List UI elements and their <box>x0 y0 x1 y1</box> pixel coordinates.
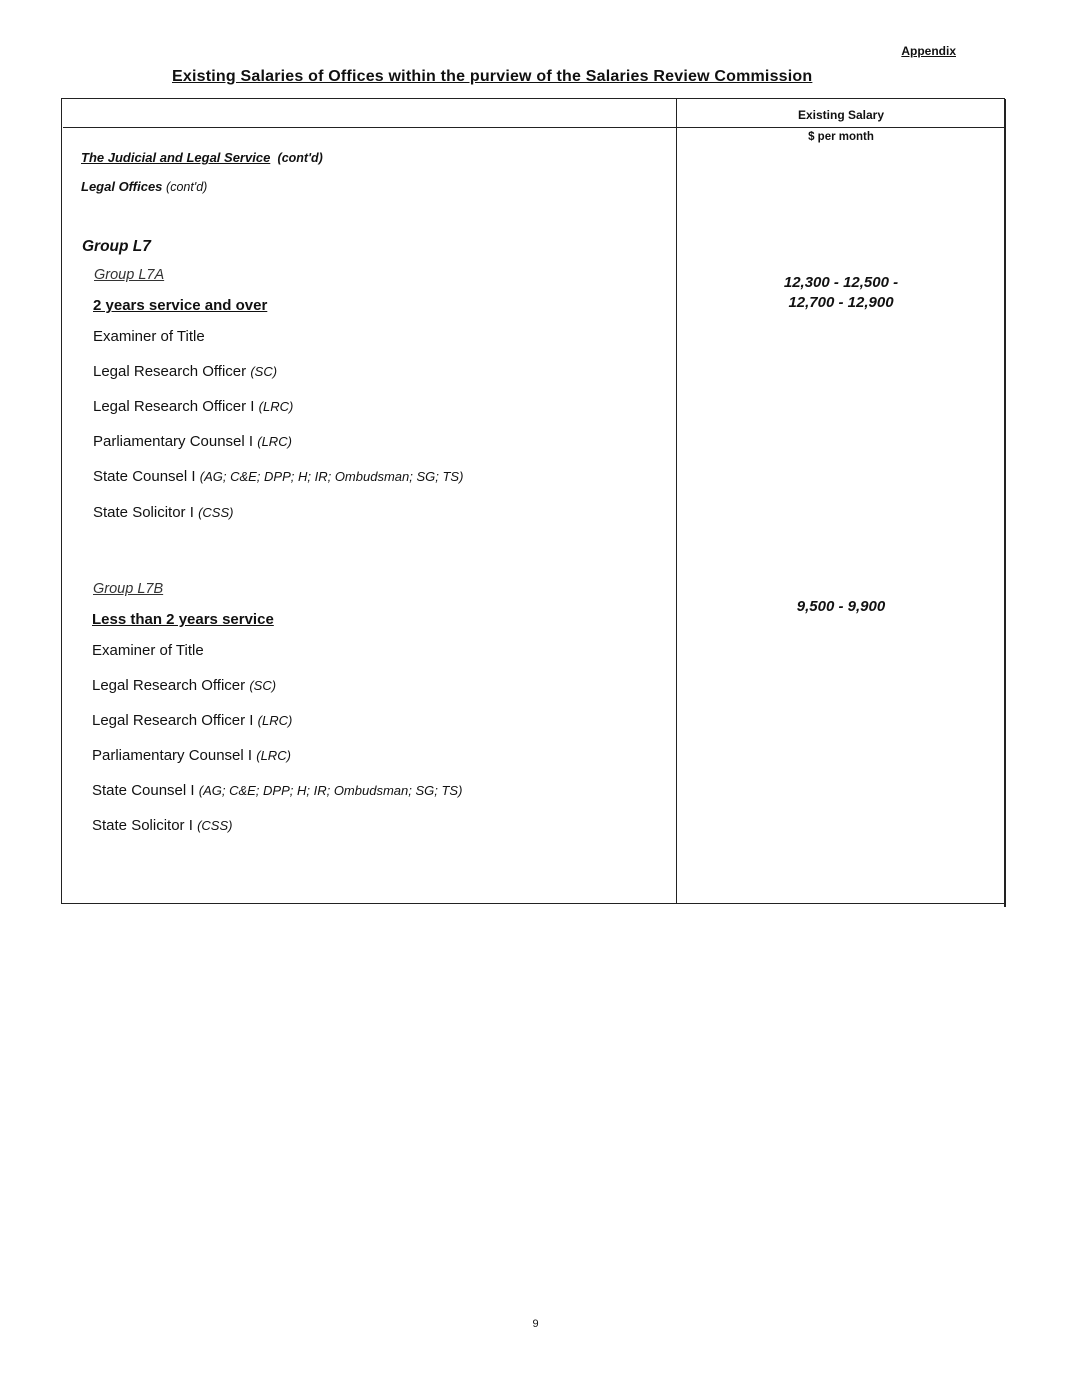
offices-heading <box>81 179 207 194</box>
page-title: Existing Salaries of Offices within the purview of the Salaries Review Commission <box>172 68 813 85</box>
subgroup-title-l7a: Group L7A <box>94 267 165 283</box>
salary-range-l7a-line2: 12,700 - 12,900 <box>788 294 894 311</box>
salary-range-l7b <box>678 597 1004 617</box>
table-column-divider <box>676 99 677 904</box>
list-item: State Solicitor I (CSS) <box>93 504 234 521</box>
salary-range-l7a-line1: 12,300 - 12,500 - <box>783 274 899 291</box>
service-requirement-l7b: Less than 2 years service <box>92 611 274 628</box>
table-header-divider <box>63 127 1006 128</box>
table-right-edge <box>1004 99 1006 907</box>
list-item: Legal Research Officer (SC) <box>93 363 278 380</box>
salary-range-l7b-line1: 9,500 - 9,900 <box>796 598 886 615</box>
list-item: Parliamentary Counsel I (LRC) <box>92 747 291 764</box>
list-item: State Counsel I (AG; C&E; DPP; H; IR; Ombudsman; SG; TS) <box>92 782 463 799</box>
list-item: Legal Research Officer (SC) <box>92 677 277 694</box>
subgroup-title-l7b: Group L7B <box>93 581 164 597</box>
page-number: 9 <box>532 1318 539 1330</box>
service-note: (cont'd) <box>277 151 323 165</box>
list-item: State Counsel I (AG; C&E; DPP; H; IR; Ombudsman; SG; TS) <box>93 468 464 485</box>
list-item: Examiner of Title <box>93 328 205 345</box>
salary-column-header: Existing Salary <box>797 108 885 122</box>
salary-unit-label: $ per month <box>808 131 874 143</box>
service-name: The Judicial and Legal Service <box>81 150 271 165</box>
list-item: Examiner of Title <box>92 642 204 659</box>
group-heading: Group L7 <box>82 238 151 255</box>
service-heading <box>81 150 323 165</box>
offices-note: (cont'd) <box>166 180 208 194</box>
list-item: Legal Research Officer I (LRC) <box>92 712 293 729</box>
service-requirement-l7a: 2 years service and over <box>93 297 268 314</box>
list-item: Parliamentary Counsel I (LRC) <box>93 433 292 450</box>
list-item: Legal Research Officer I (LRC) <box>93 398 294 415</box>
list-item: State Solicitor I (CSS) <box>92 817 233 834</box>
appendix-label: Appendix <box>901 44 956 58</box>
salary-range-l7a <box>678 273 1004 313</box>
offices-name: Legal Offices <box>81 179 163 194</box>
